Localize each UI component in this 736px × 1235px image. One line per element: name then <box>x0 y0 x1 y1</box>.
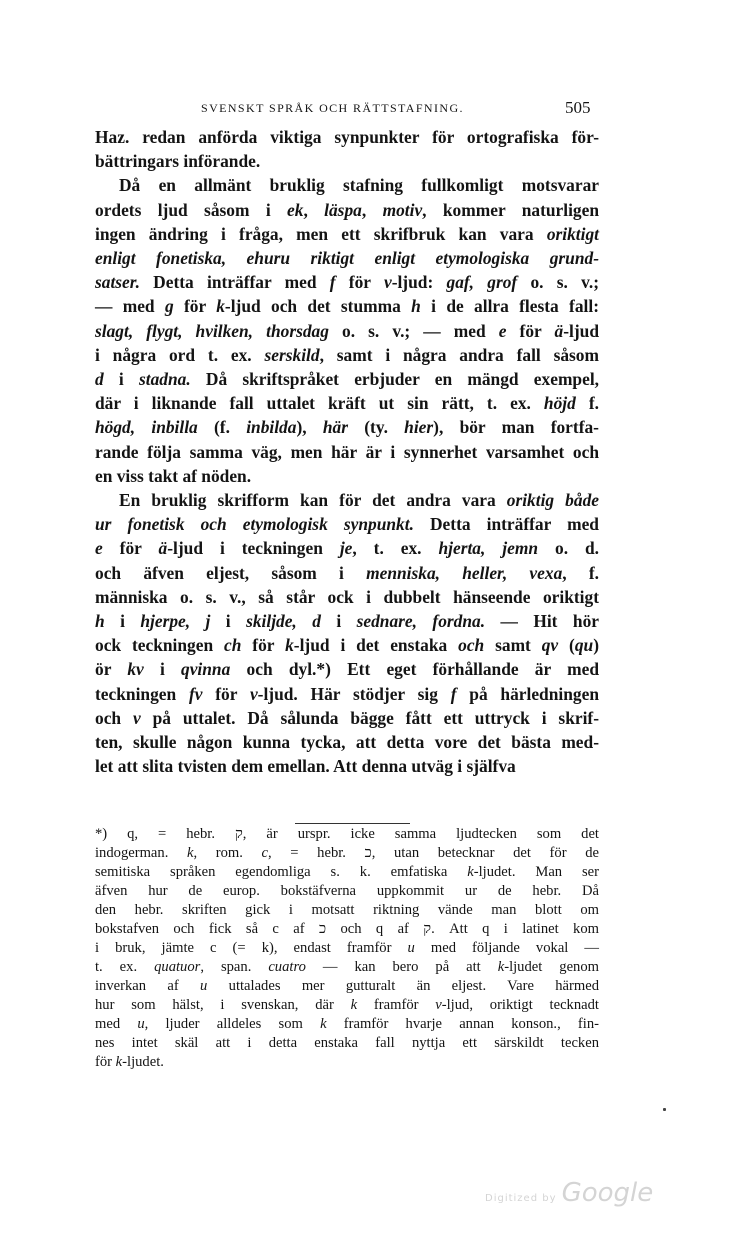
text-run: framför <box>357 997 436 1013</box>
italic-run: d <box>95 369 104 389</box>
text-line <box>95 585 599 609</box>
text-line <box>95 319 599 343</box>
footnote-line <box>95 825 599 844</box>
text-line <box>95 222 599 246</box>
text-run: (f. <box>197 417 247 438</box>
text-run: , <box>303 199 325 220</box>
text-run: , span. <box>200 959 269 975</box>
italic-run: ch <box>224 635 242 656</box>
text-run: för <box>506 320 555 341</box>
text-line <box>95 198 599 222</box>
text-run: , = hebr. כ, utan betecknar det för de <box>268 845 599 861</box>
page-number: 505 <box>565 98 591 117</box>
text-run: för <box>241 635 286 656</box>
text-run: En bruklig skrifform kan för det andra vara <box>119 490 507 510</box>
text-run: ), <box>296 417 323 438</box>
footnote-rule <box>295 823 410 824</box>
text-line <box>95 633 599 657</box>
italic-run: oriktig både <box>506 490 599 510</box>
text-line <box>95 682 599 706</box>
italic-run: sednare, fordna. <box>356 611 486 631</box>
text-run: uttalades mer gutturalt än eljest. Vare härmed <box>207 978 599 994</box>
text-run: den hebr. skriften gick i motsatt riktning vände man blott om <box>95 902 599 918</box>
italic-run: quatuor <box>154 959 201 975</box>
text-run: — kan bero på att <box>305 959 498 975</box>
text-run: och dyl.*) Ett eget förhållande är med <box>230 659 600 680</box>
text-run: let att slita tvisten dem emellan. Att denna utväg i själfva <box>95 756 516 777</box>
italic-run: ä <box>554 320 564 341</box>
italic-run: enligt fonetiska, ehuru riktigt enligt etymologiska grund- <box>95 248 599 268</box>
text-line <box>95 464 599 488</box>
italic-run: k <box>115 1054 123 1070</box>
text-run: o. s. v.; <box>517 272 600 293</box>
italic-run: och <box>458 635 485 656</box>
italic-run: här <box>322 417 348 438</box>
italic-run: läspa <box>324 199 362 220</box>
text-run: , samt i några andra fall såsom <box>319 344 599 365</box>
text-run: semitiska språken egendomliga s. k. emfatiska <box>95 864 468 880</box>
text-run: för <box>173 296 217 317</box>
text-run: o. s. v.; — med <box>328 320 499 341</box>
footnote-line <box>95 882 599 901</box>
text-run: nes intet skäl att i detta enstaka fall nyttja ett särskildt tecken <box>95 1035 599 1051</box>
text-run: -ljudet. <box>122 1054 164 1070</box>
italic-run: k <box>320 1016 327 1032</box>
footnote-line <box>95 1034 599 1053</box>
italic-run: k <box>350 997 358 1013</box>
text-line <box>95 391 599 415</box>
text-run: med följande vokal — <box>414 940 599 956</box>
text-line <box>95 343 599 367</box>
stray-mark <box>663 1108 666 1111</box>
italic-run: fv <box>188 683 203 704</box>
text-line <box>95 706 599 730</box>
italic-run: u <box>200 978 208 994</box>
italic-run: hjerpe, j <box>140 611 211 631</box>
footnote-line <box>95 1015 599 1034</box>
text-run: och äfven eljest, såsom i <box>95 562 367 583</box>
text-run: -ljud och det stumma <box>224 296 412 317</box>
text-run: i <box>320 611 357 631</box>
text-run: Detta inträffar med <box>139 272 330 293</box>
digitization-watermark <box>485 1178 653 1208</box>
italic-run: k <box>497 959 505 975</box>
italic-run: k <box>186 845 194 861</box>
text-line <box>95 367 599 391</box>
text-run: , <box>361 199 383 220</box>
footnote-line <box>95 844 599 863</box>
text-run: ), bör man fortfa- <box>433 417 599 438</box>
text-run: , rom. <box>193 845 262 861</box>
text-run: -ljud: <box>391 272 447 293</box>
italic-run: v <box>383 272 392 293</box>
footnote-line <box>95 939 599 958</box>
text-run: Då en allmänt bruklig stafning fullkomligt motsvarar <box>119 175 599 196</box>
text-run: på härledningen <box>456 683 599 704</box>
italic-run: kv <box>127 659 144 680</box>
text-line <box>95 440 599 464</box>
text-line <box>119 173 599 197</box>
text-run: och <box>95 707 133 728</box>
text-line <box>95 754 599 778</box>
footnote-line <box>95 863 599 882</box>
text-run: i <box>210 611 247 631</box>
text-line <box>119 488 599 512</box>
text-run: på uttalet. Då sålunda bägge fått ett uttryck i skrif- <box>140 707 599 728</box>
running-head: SVENSKT SPRÅK OCH RÄTTSTAFNING. <box>201 101 464 115</box>
text-line <box>95 246 599 270</box>
text-run: i <box>103 369 139 389</box>
text-run: -ljud. Här stödjer sig <box>257 683 451 704</box>
text-run: -ljudet genom <box>504 959 599 975</box>
footnote-line <box>95 996 599 1015</box>
italic-run: h <box>95 611 105 631</box>
footnote-line <box>95 920 599 939</box>
italic-run: serskild <box>264 344 320 365</box>
text-line <box>95 512 599 536</box>
italic-run: högd, inbilla <box>95 417 198 438</box>
italic-run: u <box>407 940 415 956</box>
watermark-prefix: Digitized by <box>485 1193 557 1204</box>
italic-run: k <box>216 296 225 317</box>
watermark-logo: Google <box>561 1178 654 1208</box>
italic-run: qv <box>541 635 559 656</box>
italic-run: cuatro <box>268 959 306 975</box>
text-run: , f. <box>562 562 599 583</box>
text-run: o. d. <box>538 538 600 559</box>
text-run: framför hvarje annan konson., fin- <box>326 1016 599 1032</box>
text-run: Då skriftspråket erbjuder en mängd exempel, <box>190 369 599 389</box>
text-run: för <box>202 683 250 704</box>
italic-run: motiv <box>382 199 423 220</box>
footnote-line <box>95 977 599 996</box>
text-run: ordets ljud såsom i <box>95 199 288 220</box>
italic-run: g <box>164 296 174 317</box>
text-run: människa o. s. v., så står ock i dubbelt hänseende oriktigt <box>95 586 599 607</box>
italic-run: ek <box>287 199 304 220</box>
text-run: i <box>104 611 141 631</box>
text-run: i <box>143 659 182 680</box>
text-run: i bruk, jämte c (= k), endast framför <box>95 940 408 956</box>
text-run: för <box>335 272 384 293</box>
text-run: ör <box>95 659 128 680</box>
text-run: , ljuder alldeles som <box>144 1016 321 1032</box>
italic-run: ur fonetisk och etymologisk synpunkt. <box>95 514 414 535</box>
text-run: bättringars införande. <box>95 151 261 172</box>
text-run: en viss takt af nöden. <box>95 465 252 486</box>
italic-run: inbilda <box>246 417 297 438</box>
text-run: -ljud, oriktigt tecknadt <box>441 997 599 1013</box>
text-run: Haz. redan anförda viktiga synpunkter för ortografiska för- <box>95 127 599 147</box>
text-run: (ty. <box>348 417 405 438</box>
footnote-line <box>95 901 599 920</box>
text-run: samt <box>484 635 542 656</box>
text-run: för <box>95 1054 116 1070</box>
italic-run: skiljde, d <box>246 611 321 631</box>
italic-run: oriktigt <box>546 223 599 244</box>
text-run: — Hit hör <box>485 611 599 631</box>
text-run: ingen ändring i fråga, men ett skrifbruk kan vara <box>95 223 547 244</box>
text-run: i några ord t. ex. <box>95 344 265 365</box>
italic-run: e <box>95 538 103 559</box>
italic-run: ä <box>158 538 168 559</box>
italic-run: k <box>467 864 474 880</box>
text-run: inverkan af <box>95 978 201 994</box>
italic-run: hier <box>404 417 434 438</box>
footnote-line <box>95 958 599 977</box>
text-run: , t. ex. <box>352 538 439 559</box>
text-run: i de allra flesta fall: <box>420 296 600 317</box>
text-run: rande följa samma väg, men här är i synnerhet varsamhet och <box>95 441 599 462</box>
italic-run: stadna. <box>138 369 191 389</box>
italic-run: k <box>285 635 294 656</box>
text-line <box>95 415 599 439</box>
text-line <box>95 125 599 149</box>
text-run: för <box>102 538 159 559</box>
text-run: -ljudet. Man ser <box>473 864 600 880</box>
text-line <box>95 609 599 633</box>
text-run: ( <box>558 635 575 656</box>
text-run: f. <box>575 393 599 414</box>
text-line <box>95 657 599 681</box>
text-run: ) <box>593 635 600 656</box>
italic-run: qvinna <box>181 659 231 680</box>
text-run: där i liknande fall uttalet kräft ut sin rätt, t. ex. <box>95 393 544 414</box>
text-line <box>95 536 599 560</box>
text-run: t. ex. <box>95 959 155 975</box>
text-line <box>95 149 599 173</box>
text-run: ock teckningen <box>95 635 225 656</box>
text-run: ten, skulle någon kunna tycka, att detta vore det bästa med- <box>95 732 599 752</box>
italic-run: hjerta, jemn <box>438 538 539 559</box>
text-run: teckningen <box>95 683 189 704</box>
text-run: hur som hälst, i svenskan, där <box>95 997 351 1013</box>
italic-run: c <box>261 845 269 861</box>
text-run: -ljud <box>563 320 599 341</box>
italic-run: gaf, grof <box>446 272 518 293</box>
italic-run: höjd <box>543 393 576 414</box>
italic-run: slagt, flygt, hvilken, thorsdag <box>95 320 329 341</box>
italic-run: v <box>435 997 442 1013</box>
text-line <box>95 270 599 294</box>
italic-run: v <box>249 683 258 704</box>
text-run: -ljud i det enstaka <box>293 635 459 656</box>
text-run: bokstafven och fick så c af כ och q af ק. Att q i latinet kom <box>95 921 599 937</box>
text-run: — med <box>95 296 165 317</box>
text-run: med <box>95 1016 138 1032</box>
text-run: Detta inträffar med <box>413 514 599 535</box>
italic-run: f <box>329 272 336 293</box>
italic-run: satser. <box>95 272 140 293</box>
text-line <box>95 730 599 754</box>
italic-run: v <box>132 707 141 728</box>
text-run: , kommer naturligen <box>422 199 600 220</box>
italic-run: e <box>498 320 507 341</box>
italic-run: f <box>450 683 457 704</box>
italic-run: h <box>411 296 421 317</box>
text-run: äfven hur de europ. bokstäfverna uppkommit ur de hebr. Då <box>95 883 599 899</box>
text-line <box>95 561 599 585</box>
text-run: *) q, = hebr. ק, är urspr. icke samma ljudtecken som det <box>95 826 599 842</box>
text-run: indogerman. <box>95 845 187 861</box>
italic-run: menniska, heller, vexa <box>366 562 563 583</box>
italic-run: je <box>339 538 353 559</box>
italic-run: u <box>137 1016 145 1032</box>
text-line <box>95 294 599 318</box>
footnote-line <box>95 1053 599 1072</box>
text-run: -ljud i teckningen <box>167 538 340 559</box>
italic-run: qu <box>574 635 594 656</box>
